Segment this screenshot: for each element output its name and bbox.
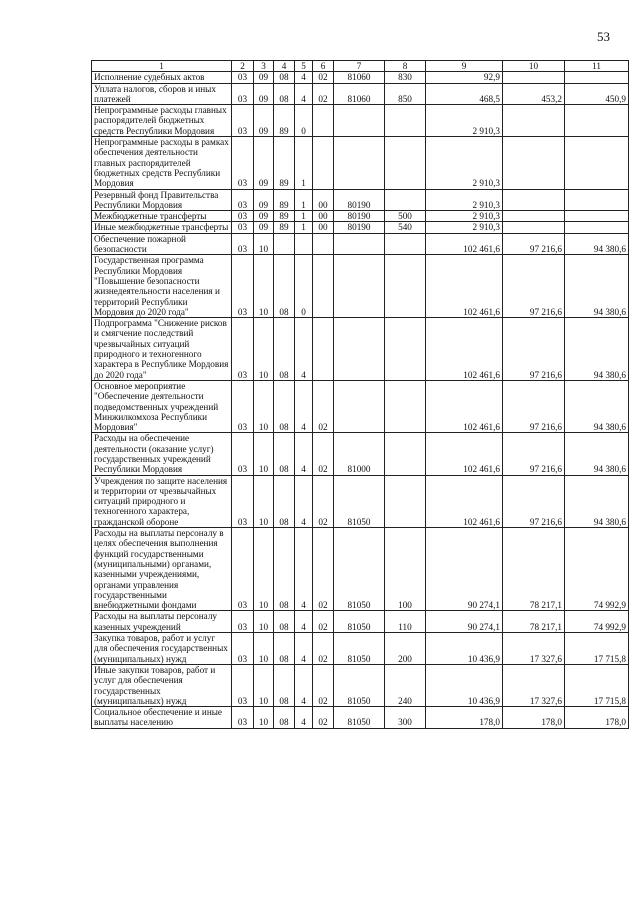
header-cell: 8 (385, 61, 426, 72)
code-cell (385, 137, 426, 189)
code-cell: 03 (232, 105, 254, 137)
code-cell: 03 (232, 633, 254, 665)
table-row (92, 255, 629, 318)
amount-cell: 90 274,1 (426, 611, 503, 633)
row-name-cell: Уплата налогов, сборов и иных платежей (92, 83, 232, 105)
amount-cell (565, 137, 629, 189)
amount-cell: 74 992,9 (565, 611, 629, 633)
amount-cell (503, 105, 565, 137)
code-cell: 81050 (334, 664, 385, 706)
header-cell: 3 (254, 61, 274, 72)
code-cell: 81060 (334, 72, 385, 83)
header-cell: 9 (426, 61, 503, 72)
amount-cell: 78 217,1 (503, 611, 565, 633)
code-cell: 81050 (334, 475, 385, 527)
code-cell: 09 (254, 189, 274, 211)
table-row (92, 72, 629, 83)
code-cell (334, 380, 385, 432)
amount-cell (565, 222, 629, 233)
row-name-cell: Межбюджетные трансферты (92, 211, 232, 222)
table-row (92, 664, 629, 706)
amount-cell: 94 380,6 (565, 433, 629, 475)
code-cell: 03 (232, 475, 254, 527)
code-cell (385, 255, 426, 318)
amount-cell: 94 380,6 (565, 255, 629, 318)
code-cell (313, 137, 334, 189)
amount-cell: 178,0 (426, 707, 503, 729)
header-cell: 4 (274, 61, 295, 72)
code-cell: 81050 (334, 528, 385, 611)
amount-cell: 10 436,9 (426, 633, 503, 665)
amount-cell: 102 461,6 (426, 475, 503, 527)
amount-cell (565, 189, 629, 211)
code-cell: 00 (313, 222, 334, 233)
header-row (92, 61, 629, 72)
code-cell: 1 (295, 137, 313, 189)
code-cell: 02 (313, 633, 334, 665)
code-cell: 03 (232, 222, 254, 233)
amount-cell: 97 216,6 (503, 433, 565, 475)
amount-cell: 97 216,6 (503, 380, 565, 432)
code-cell: 03 (232, 72, 254, 83)
code-cell: 08 (274, 475, 295, 527)
code-cell: 08 (274, 707, 295, 729)
code-cell: 03 (232, 433, 254, 475)
row-name-cell: Подпрограмма "Снижение рисков и смягчение последствий чрезвычайных ситуаций природного и техногенного характера в Республике Мордовия до 2020 года" (92, 318, 232, 381)
code-cell: 08 (274, 633, 295, 665)
table-row (92, 475, 629, 527)
table-row (92, 211, 629, 222)
amount-cell: 97 216,6 (503, 255, 565, 318)
row-name-cell: Резервный фонд Правительства Республики Мордовия (92, 189, 232, 211)
code-cell: 10 (254, 528, 274, 611)
amount-cell: 2 910,3 (426, 105, 503, 137)
amount-cell: 102 461,6 (426, 380, 503, 432)
code-cell: 08 (274, 83, 295, 105)
code-cell: 100 (385, 528, 426, 611)
table-row (92, 318, 629, 381)
amount-cell: 2 910,3 (426, 211, 503, 222)
code-cell: 09 (254, 211, 274, 222)
code-cell: 03 (232, 318, 254, 381)
code-cell: 10 (254, 475, 274, 527)
code-cell: 10 (254, 433, 274, 475)
table-row (92, 83, 629, 105)
code-cell: 03 (232, 83, 254, 105)
code-cell (295, 233, 313, 255)
code-cell (313, 233, 334, 255)
code-cell: 09 (254, 83, 274, 105)
amount-cell (503, 72, 565, 83)
code-cell: 03 (232, 664, 254, 706)
amount-cell: 17 715,8 (565, 633, 629, 665)
amount-cell: 102 461,6 (426, 433, 503, 475)
code-cell: 03 (232, 707, 254, 729)
code-cell: 10 (254, 707, 274, 729)
page-number: 53 (597, 29, 610, 44)
header-cell: 10 (503, 61, 565, 72)
code-cell: 89 (274, 137, 295, 189)
code-cell: 80190 (334, 222, 385, 233)
code-cell: 08 (274, 433, 295, 475)
code-cell: 80190 (334, 211, 385, 222)
code-cell: 02 (313, 707, 334, 729)
table-row (92, 233, 629, 255)
row-name-cell: Исполнение судебных актов (92, 72, 232, 83)
header-cell: 11 (565, 61, 629, 72)
code-cell: 300 (385, 707, 426, 729)
table-row (92, 105, 629, 137)
code-cell: 81000 (334, 433, 385, 475)
code-cell: 500 (385, 211, 426, 222)
row-name-cell: Расходы на выплаты персоналу казенных учреждений (92, 611, 232, 633)
header-cell: 2 (232, 61, 254, 72)
amount-cell: 10 436,9 (426, 664, 503, 706)
row-name-cell: Расходы на выплаты персоналу в целях обеспечения выполнения функций государственными (муниципальными) органами, казенными учреждениями, органами управления государственными внебюджетными фондами (92, 528, 232, 611)
budget-table (91, 60, 629, 729)
code-cell (385, 475, 426, 527)
amount-cell: 94 380,6 (565, 380, 629, 432)
amount-cell: 178,0 (565, 707, 629, 729)
code-cell: 4 (295, 664, 313, 706)
code-cell: 1 (295, 222, 313, 233)
row-name-cell: Учреждения по защите населения и территории от чрезвычайных ситуаций природного и техногенного характера, гражданской обороне (92, 475, 232, 527)
amount-cell: 102 461,6 (426, 255, 503, 318)
code-cell: 81050 (334, 707, 385, 729)
amount-cell: 97 216,6 (503, 233, 565, 255)
amount-cell: 97 216,6 (503, 475, 565, 527)
code-cell: 08 (274, 664, 295, 706)
header-cell: 5 (295, 61, 313, 72)
row-name-cell: Закупка товаров, работ и услуг для обеспечения государственных (муниципальных) нужд (92, 633, 232, 665)
code-cell: 4 (295, 475, 313, 527)
amount-cell: 178,0 (503, 707, 565, 729)
amount-cell: 94 380,6 (565, 318, 629, 381)
code-cell (385, 105, 426, 137)
code-cell: 81050 (334, 633, 385, 665)
code-cell (313, 105, 334, 137)
code-cell (385, 189, 426, 211)
amount-cell: 450,9 (565, 83, 629, 105)
code-cell: 830 (385, 72, 426, 83)
code-cell: 850 (385, 83, 426, 105)
code-cell: 02 (313, 380, 334, 432)
code-cell: 10 (254, 664, 274, 706)
row-name-cell: Социальное обеспечение и иные выплаты населению (92, 707, 232, 729)
header-cell: 6 (313, 61, 334, 72)
amount-cell (503, 222, 565, 233)
row-name-cell: Расходы на обеспечение деятельности (оказание услуг) государственных учреждений Республики Мордовия (92, 433, 232, 475)
code-cell: 08 (274, 528, 295, 611)
code-cell: 08 (274, 255, 295, 318)
table-row (92, 380, 629, 432)
row-name-cell: Иные межбюджетные трансферты (92, 222, 232, 233)
row-name-cell: Государственная программа Республики Мордовия "Повышение безопасности жизнедеятельности населения и территорий Республики Мордовия до 2020 года" (92, 255, 232, 318)
code-cell: 240 (385, 664, 426, 706)
table-row (92, 433, 629, 475)
code-cell: 02 (313, 433, 334, 475)
amount-cell: 102 461,6 (426, 318, 503, 381)
code-cell: 08 (274, 318, 295, 381)
code-cell: 10 (254, 611, 274, 633)
code-cell: 540 (385, 222, 426, 233)
amount-cell: 90 274,1 (426, 528, 503, 611)
code-cell: 02 (313, 664, 334, 706)
row-name-cell: Основное мероприятие "Обеспечение деятельности подведомственных учреждений Минжилкомхоза Республики Мордовия" (92, 380, 232, 432)
code-cell: 89 (274, 105, 295, 137)
row-name-cell: Непрограммные расходы главных распорядителей бюджетных средств Республики Мордовия (92, 105, 232, 137)
code-cell (385, 380, 426, 432)
amount-cell: 94 380,6 (565, 475, 629, 527)
amount-cell: 468,5 (426, 83, 503, 105)
amount-cell: 17 715,8 (565, 664, 629, 706)
amount-cell (503, 137, 565, 189)
table-row (92, 189, 629, 211)
code-cell: 09 (254, 72, 274, 83)
code-cell: 00 (313, 189, 334, 211)
code-cell: 1 (295, 211, 313, 222)
code-cell: 4 (295, 611, 313, 633)
code-cell: 02 (313, 475, 334, 527)
code-cell: 03 (232, 233, 254, 255)
code-cell: 10 (254, 255, 274, 318)
row-name-cell: Иные закупки товаров, работ и услуг для обеспечения государственных (муниципальных) нужд (92, 664, 232, 706)
code-cell (385, 318, 426, 381)
code-cell: 09 (254, 137, 274, 189)
code-cell (334, 137, 385, 189)
code-cell: 03 (232, 380, 254, 432)
code-cell: 81060 (334, 83, 385, 105)
table-row (92, 137, 629, 189)
code-cell: 4 (295, 433, 313, 475)
code-cell (385, 433, 426, 475)
code-cell (385, 233, 426, 255)
code-cell: 4 (295, 528, 313, 611)
code-cell: 08 (274, 72, 295, 83)
amount-cell (565, 211, 629, 222)
code-cell (274, 233, 295, 255)
code-cell: 10 (254, 318, 274, 381)
amount-cell: 102 461,6 (426, 233, 503, 255)
code-cell: 03 (232, 189, 254, 211)
code-cell: 0 (295, 105, 313, 137)
code-cell: 4 (295, 83, 313, 105)
amount-cell: 17 327,6 (503, 633, 565, 665)
code-cell: 4 (295, 633, 313, 665)
code-cell (334, 105, 385, 137)
code-cell: 03 (232, 528, 254, 611)
amount-cell: 17 327,6 (503, 664, 565, 706)
code-cell: 03 (232, 255, 254, 318)
code-cell: 10 (254, 633, 274, 665)
header-cell: 1 (92, 61, 232, 72)
code-cell: 08 (274, 611, 295, 633)
code-cell: 80190 (334, 189, 385, 211)
amount-cell: 453,2 (503, 83, 565, 105)
amount-cell: 94 380,6 (565, 233, 629, 255)
code-cell: 1 (295, 189, 313, 211)
code-cell: 02 (313, 83, 334, 105)
table-row (92, 707, 629, 729)
code-cell: 4 (295, 72, 313, 83)
table-row (92, 528, 629, 611)
code-cell: 03 (232, 137, 254, 189)
code-cell: 02 (313, 72, 334, 83)
table-row (92, 633, 629, 665)
code-cell: 0 (295, 255, 313, 318)
table-row (92, 222, 629, 233)
code-cell (313, 318, 334, 381)
code-cell: 02 (313, 611, 334, 633)
code-cell (334, 318, 385, 381)
amount-cell: 2 910,3 (426, 222, 503, 233)
row-name-cell: Обеспечение пожарной безопасности (92, 233, 232, 255)
amount-cell: 92,9 (426, 72, 503, 83)
amount-cell: 2 910,3 (426, 137, 503, 189)
code-cell: 89 (274, 189, 295, 211)
amount-cell (565, 72, 629, 83)
code-cell: 89 (274, 211, 295, 222)
code-cell: 10 (254, 380, 274, 432)
code-cell: 4 (295, 318, 313, 381)
code-cell: 09 (254, 222, 274, 233)
amount-cell (503, 189, 565, 211)
amount-cell: 74 992,9 (565, 528, 629, 611)
header-cell: 7 (334, 61, 385, 72)
code-cell: 4 (295, 707, 313, 729)
code-cell: 4 (295, 380, 313, 432)
table-row (92, 611, 629, 633)
code-cell: 08 (274, 380, 295, 432)
code-cell (334, 233, 385, 255)
amount-cell: 78 217,1 (503, 528, 565, 611)
amount-cell: 2 910,3 (426, 189, 503, 211)
code-cell: 02 (313, 528, 334, 611)
code-cell: 03 (232, 211, 254, 222)
amount-cell (503, 211, 565, 222)
code-cell: 10 (254, 233, 274, 255)
code-cell: 09 (254, 105, 274, 137)
code-cell: 89 (274, 222, 295, 233)
code-cell (313, 255, 334, 318)
code-cell: 200 (385, 633, 426, 665)
row-name-cell: Непрограммные расходы в рамках обеспечения деятельности главных распорядителей бюджетных средств Республики Мордовия (92, 137, 232, 189)
amount-cell: 97 216,6 (503, 318, 565, 381)
code-cell: 110 (385, 611, 426, 633)
code-cell: 00 (313, 211, 334, 222)
code-cell: 03 (232, 611, 254, 633)
amount-cell (565, 105, 629, 137)
code-cell: 81050 (334, 611, 385, 633)
code-cell (334, 255, 385, 318)
